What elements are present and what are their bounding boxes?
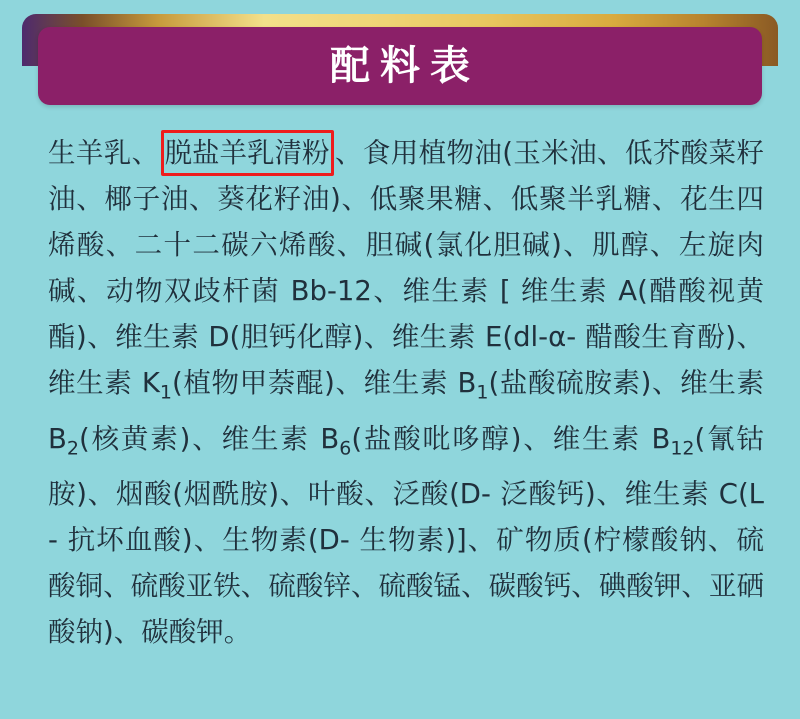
page-title: 配料表: [330, 43, 480, 89]
vitamin-b1-subscript: 1: [476, 381, 489, 404]
vitamin-b6-subscript: 6: [339, 437, 352, 459]
highlighted-ingredient: 脱盐羊乳清粉: [161, 130, 334, 176]
ingredients-segment-3: (植物甲萘醌)、维生素 B: [171, 367, 477, 399]
vitamin-k1-subscript: 1: [159, 381, 172, 404]
title-banner: [38, 27, 762, 105]
ingredients-text: [48, 130, 764, 655]
vitamin-b12-subscript: 12: [670, 437, 695, 459]
ingredients-segment-5: (核黄素)、维生素 B: [78, 422, 340, 455]
ingredients-segment-4: (盐酸硫胺素)、维生素 B: [48, 367, 764, 455]
ingredients-segment-7: (氰钴胺)、烟酸(烟酰胺)、叶酸、泛酸(D- 泛酸钙)、维生素 C(L - 抗坏血酸)、生物素(D- 生物素)]、矿物质(柠檬酸钠、硫酸铜、硫酸亚铁、硫酸锌、硫酸锰、碳酸钙、碘酸钾、亚硒酸钠)、碳酸钾。: [48, 422, 764, 648]
ingredients-segment-1: 生羊乳、: [48, 137, 160, 169]
vitamin-b2-subscript: 2: [66, 437, 79, 459]
ingredients-segment-6: (盐酸吡哆醇)、维生素 B: [351, 422, 671, 455]
ingredients-segment-2: 、食用植物油(玉米油、低芥酸菜籽油、椰子油、葵花籽油)、低聚果糖、低聚半乳糖、花生四烯酸、二十二碳六烯酸、胆碱(氯化胆碱)、肌醇、左旋肉碱、动物双歧杆菌 Bb-12、维生素 [ 维生素 A(醋酸视黄酯)、维生素 D(胆钙化醇)、维生素 E(dl-α- 醋酸生育酚)、维生素 K: [48, 137, 765, 399]
